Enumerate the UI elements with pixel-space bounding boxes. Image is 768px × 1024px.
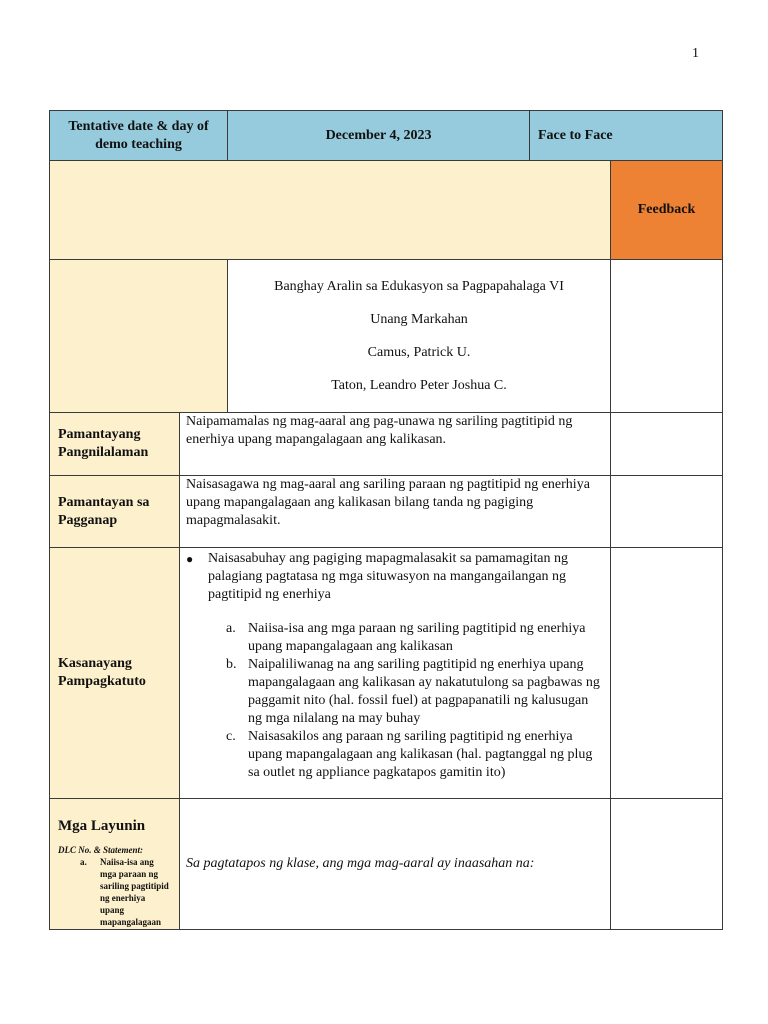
feedback-header-spacer: [50, 161, 611, 260]
dlc-item: a. Naiisa-isa ang mga paraan ng sariling pagtitipid ng enerhiya upang mapangalagaan: [80, 857, 169, 927]
performance-standard-label: Pamantayan sa Pagganap: [50, 476, 180, 548]
list-item: b. Naipaliliwanag na ang sariling pagtitipid ng enerhiya upang mapangalagaan ang kalikasan ay nakatutulong sa pagbawas ng paggamit nito (hal. fossil fuel) at pagpapanatili ng kalusugan ng mga nilalang na may buhay: [226, 657, 600, 726]
content-standard-label: Pamantayang Pangnilalaman: [50, 413, 180, 476]
demo-date-label: Tentative date & day of demo teaching: [50, 111, 228, 161]
demo-date-value: December 4, 2023: [228, 111, 530, 161]
objectives-label: Mga Layunin: [58, 818, 146, 834]
objectives-label-cell: [50, 799, 180, 930]
author-2: Taton, Leandro Peter Joshua C.: [331, 378, 507, 393]
competency-bullet-text: Naisasabuhay ang pagiging mapagmalasakit sa pamamagitan ng palagiang pagtatasa ng mga situwasyon na mangangailangan ng pagtitipid ng enerhiya: [208, 551, 569, 602]
performance-standard-row: [50, 476, 723, 548]
content-standard-row: [50, 413, 723, 476]
list-item: c. Naisasakilos ang paraan ng sariling pagtitipid ng enerhiya upang mapangalagaan ang kalikasan (hal. pagtanggal ng plug sa outlet ng appliance pagkatapos gamitin ito): [226, 729, 593, 780]
competency-row: [50, 548, 723, 799]
title-label-cell: [50, 260, 228, 413]
header-row: [50, 111, 723, 161]
page-number: 1: [692, 46, 699, 61]
feedback-cell-content-standard: [611, 413, 723, 476]
objectives-row: [50, 799, 723, 930]
list-item: a. Naiisa-isa ang mga paraan ng sariling pagtitipid ng enerhiya upang mapangalagaan ang kalikasan: [226, 621, 586, 654]
feedback-cell-title: [611, 260, 723, 413]
teaching-mode: Face to Face: [530, 111, 723, 161]
author-1: Camus, Patrick U.: [367, 345, 471, 360]
quarter-title: Unang Markahan: [370, 312, 468, 327]
content-standard-text: Naipamamalas ng mag-aaral ang pag-unawa ng sariling pagtitipid ng enerhiya upang mapangalagaan ang kalikasan.: [180, 413, 611, 476]
feedback-cell-objectives: [611, 799, 723, 930]
competency-bullet: [186, 548, 604, 604]
competency-label: Kasanayang Pampagkatuto: [50, 548, 180, 799]
competency-sub-list: [226, 620, 604, 782]
competency-content: [180, 548, 611, 799]
feedback-cell-competency: [611, 548, 723, 799]
dlc-title: DLC No. & Statement:: [58, 845, 143, 855]
feedback-cell-performance-standard: [611, 476, 723, 548]
title-block: [228, 260, 611, 413]
objectives-intro: Sa pagtatapos ng klase, ang mga mag-aaral ay inaasahan na:: [180, 799, 611, 930]
subject-title: Banghay Aralin sa Edukasyon sa Pagpapahalaga VI: [274, 279, 564, 294]
bullet-icon: ●: [186, 552, 194, 566]
feedback-header: Feedback: [611, 161, 723, 260]
feedback-header-row: [50, 161, 723, 260]
title-row: [50, 260, 723, 413]
lesson-plan-table: [49, 110, 723, 930]
performance-standard-text: Naisasagawa ng mag-aaral ang sariling paraan ng pagtitipid ng enerhiya upang mapangalagaan ang kalikasan bilang tanda ng pagiging mapagmalasakit.: [180, 476, 611, 548]
